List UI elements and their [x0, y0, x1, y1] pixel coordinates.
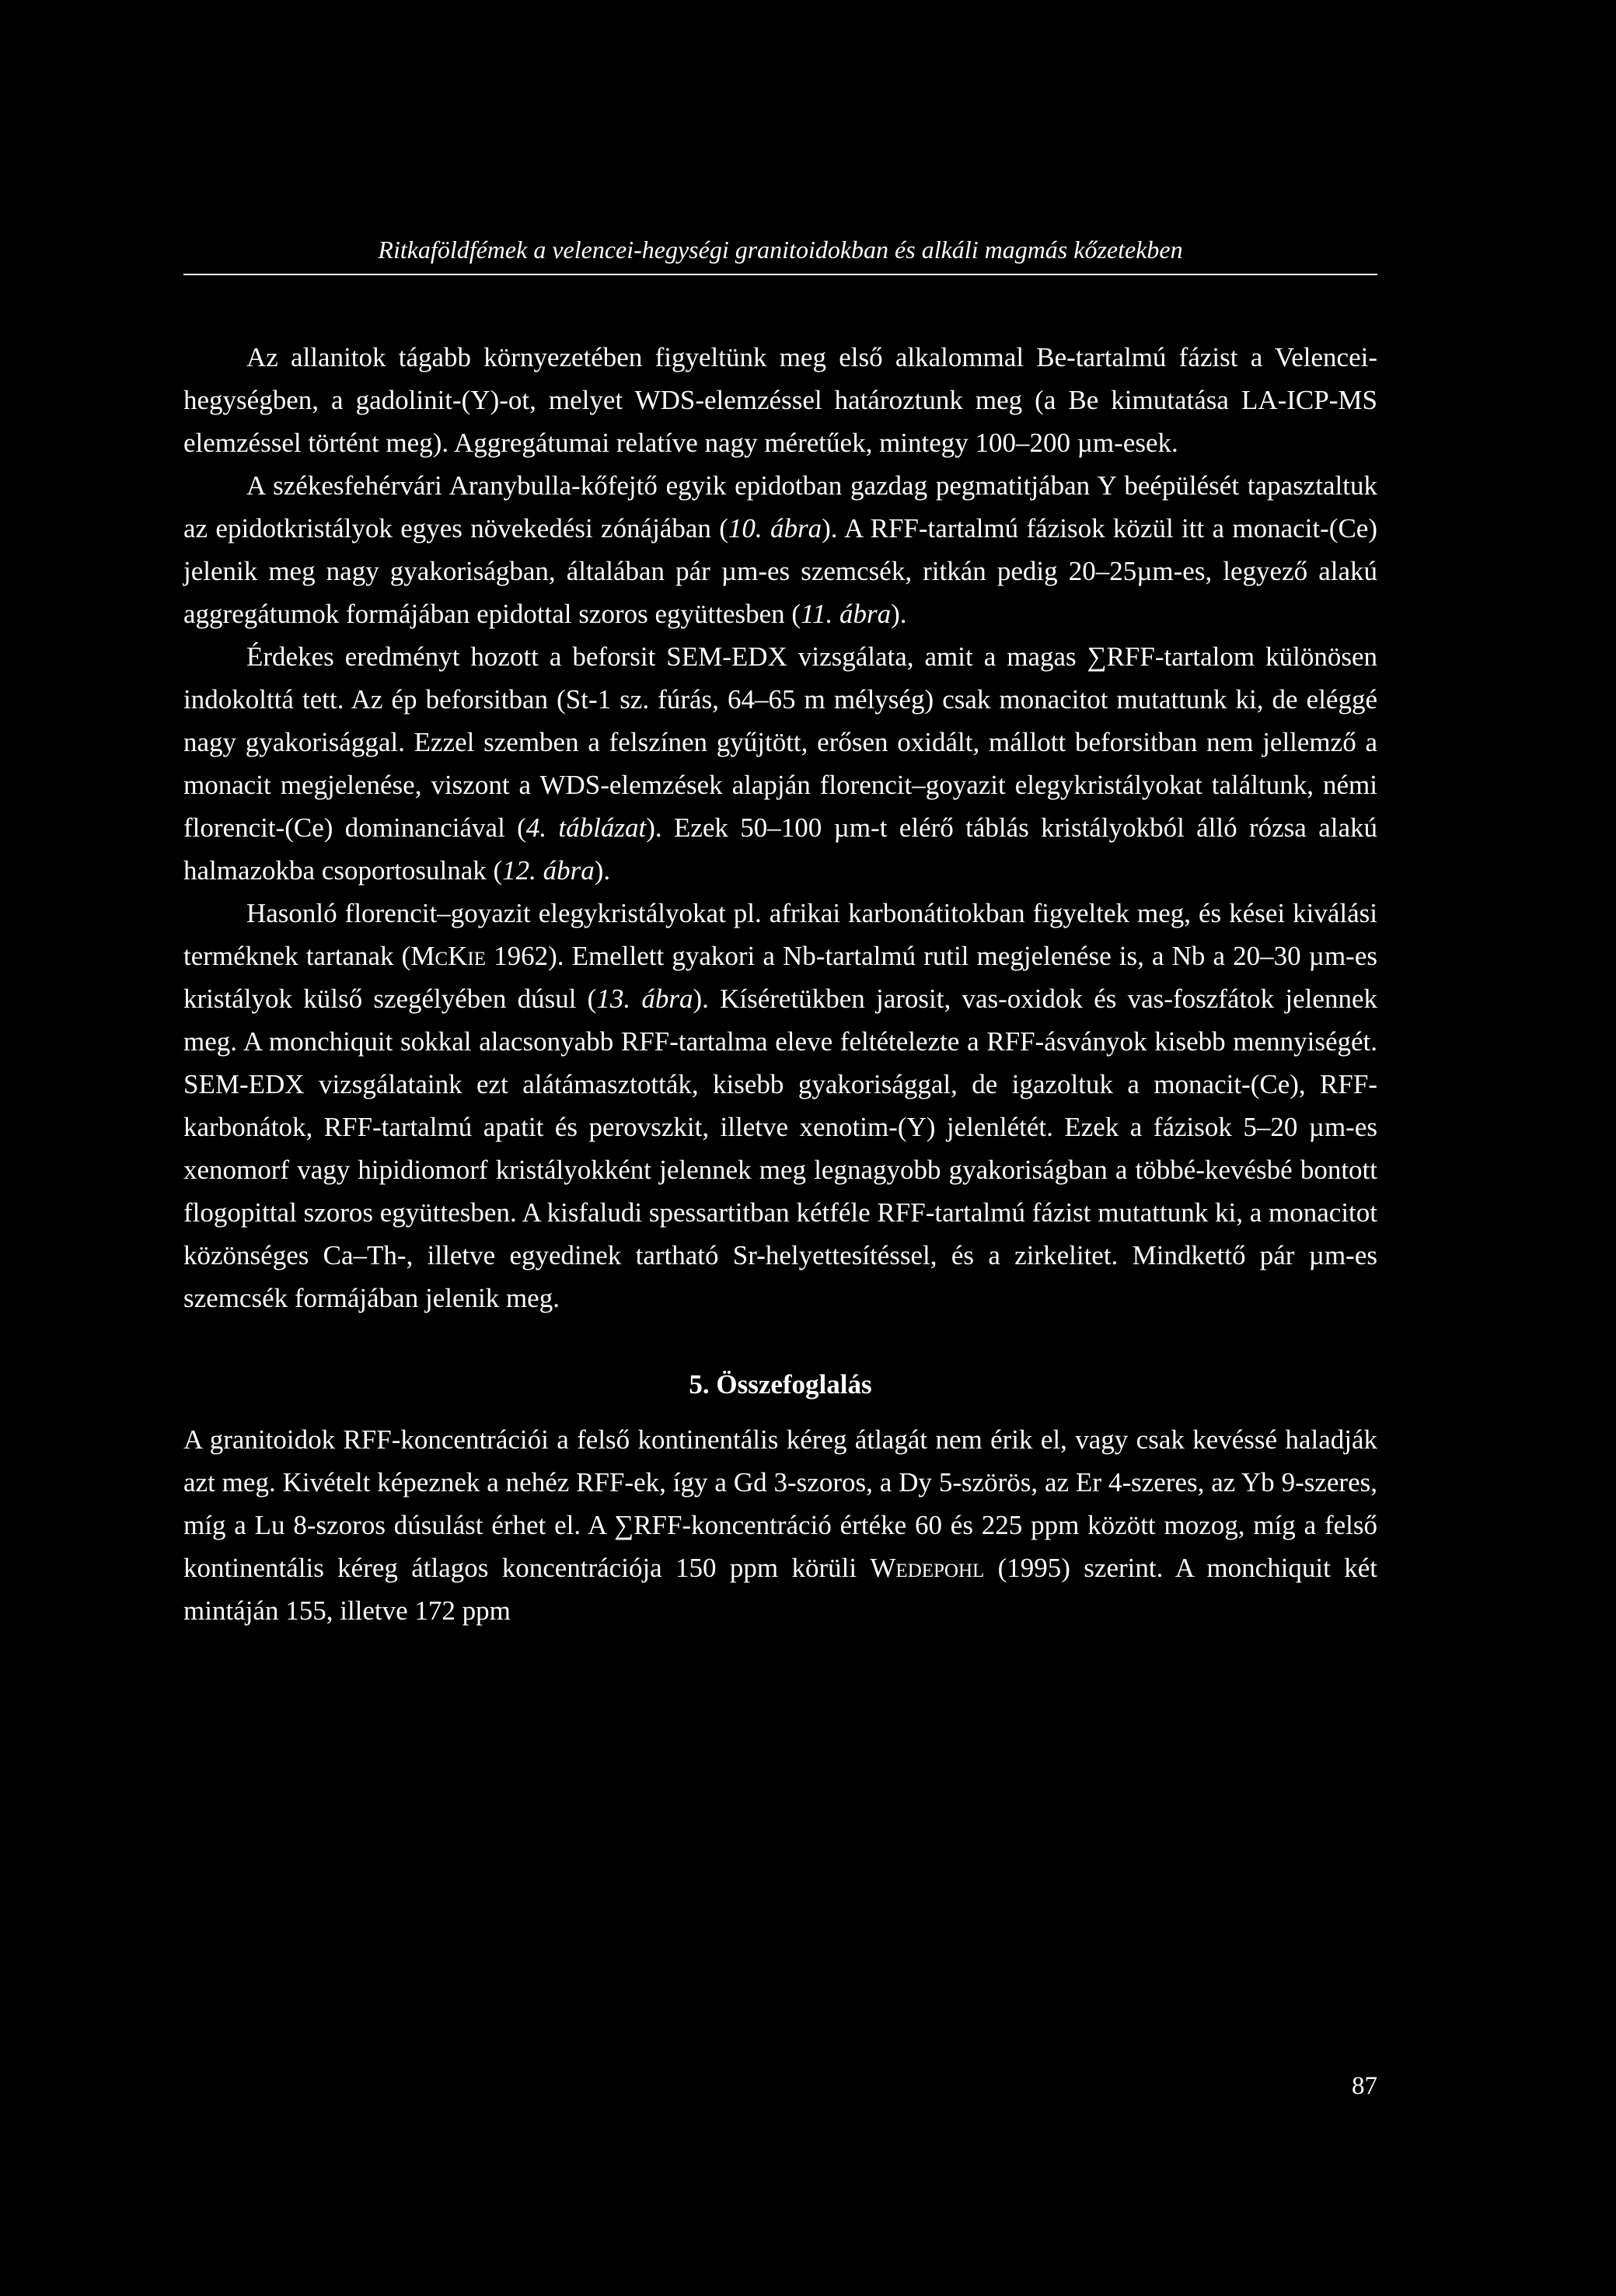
paragraph-aranybulla [183, 464, 1377, 635]
paragraph-florencit [183, 892, 1377, 1319]
paragraph-text: ). [891, 599, 907, 629]
paragraph-text: Az allanitok tágabb környezetében figyeltünk meg első alkalommal Be-tartalmú fázist a Velencei-hegységben, a gadolinit-(Y)-ot, melyet WDS-elemzéssel határoztunk meg (a Be kimutatása LA-ICP-MS elemzéssel történt meg). Aggregátumai relatíve nagy méretűek, mintegy 100–200 µm-esek. [183, 342, 1377, 458]
author-citation: Wedepohl [870, 1553, 985, 1583]
paragraph-text: ). [594, 855, 611, 886]
figure-reference: 11. ábra [801, 599, 892, 629]
running-header: Ritkaföldfémek a velencei-hegységi granitoidokban és alkáli magmás kőzetekben [378, 236, 1183, 264]
paragraph-text: A granitoidok RFF-koncentrációi a felső kontinentális kéreg átlagát nem érik el, vagy csak kevéssé haladják azt meg. Kivételt képeznek a nehéz RFF-ek, így a Gd 3-szoros, a Dy 5-szörös, az Er 4-szeres, az Yb 9-szeres, míg a Lu 8-szoros dúsulást érhet el. A ∑RFF-koncentráció értéke 60 és 225 ppm között mozog, míg a felső kontinentális kéreg átlagos koncentrációja 150 ppm körüli [183, 1424, 1377, 1583]
paragraph-text: (1995) szerint. A monchiquit két mintáján 155, illetve 172 ppm [183, 1553, 1377, 1626]
paragraph-text: ). Ezek 50–100 µm-t elérő táblás kristályokból álló rózsa alakú halmazokba csoportosulnak ( [183, 813, 1377, 886]
paragraph-summary [183, 1418, 1377, 1632]
paragraph-text: Érdekes eredményt hozott a beforsit SEM-EDX vizsgálata, amit a magas ∑RFF-tartalom különösen indokolttá tett. Az ép beforsitban (St-1 sz. fúrás, 64–65 m mélység) csak monacitot mutattunk ki, de eléggé nagy gyakorisággal. Ezzel szemben a felszínen gyűjtött, erősen oxidált, mállott beforsitban nem jellemző a monacit megjelenése, viszont a WDS-elemzések alapján florencit–goyazit elegykristályokat találtunk, némi florencit-(Ce) dominanciával ( [183, 641, 1377, 843]
author-citation: McKie [410, 941, 486, 971]
body-text [183, 336, 1377, 1632]
paragraph-text: 1962). Emellett gyakori a Nb-tartalmú rutil megjelenése is, a Nb a 20–30 µm-es kristályok külső szegélyében dúsul ( [183, 941, 1377, 1014]
page-number: 87 [1352, 2072, 1377, 2100]
header-rule [183, 274, 1377, 275]
paragraph-text: A székesfehérvári Aranybulla-kőfejtő egyik epidotban gazdag pegmatitjában Y beépülését tapasztaltuk az epidotkristályok egyes növekedési zónájában ( [183, 470, 1377, 543]
paragraph-gadolinit [183, 336, 1377, 464]
paragraph-text: ). Kíséretükben jarosit, vas-oxidok és vas-foszfátok jelennek meg. A monchiquit sokkal alacsonyabb RFF-tartalma eleve feltételezte a RFF-ásványok kisebb mennyiségét. SEM-EDX vizsgálataink ezt alátámasztották, kisebb gyakorisággal, de igazoltuk a monacit-(Ce), RFF-karbonátok, RFF-tartalmú apatit és perovszkit, illetve xenotim-(Y) jelenlétét. Ezek a fázisok 5–20 µm-es xenomorf vagy hipidiomorf kristályokként jelennek meg legnagyobb gyakoriságban a többé-kevésbé bontott flogopittal szoros együttesben. A kisfaludi spessartitban kétféle RFF-tartalmú fázist mutattunk ki, a monacitot közönséges Ca–Th-, illetve egyedinek tartható Sr-helyettesítéssel, és a zirkelitet. Mindkettő pár µm-es szemcsék formájában jelenik meg. [183, 984, 1377, 1313]
figure-reference: 13. ábra [596, 984, 693, 1014]
section-heading: 5. Összefoglalás [689, 1369, 872, 1400]
paragraph-text: Hasonló florencit–goyazit elegykristályokat pl. afrikai karbonátitokban figyeltek meg, és kései kiválási terméknek tartanak ( [183, 898, 1377, 971]
table-reference: 4. táblázat [525, 813, 647, 843]
figure-reference: 12. ábra [502, 855, 595, 886]
paragraph-beforsit [183, 635, 1377, 892]
figure-reference: 10. ábra [728, 513, 822, 543]
paragraph-text: ). A RFF-tartalmú fázisok közül itt a monacit-(Ce) jelenik meg nagy gyakoriságban, általában pár µm-es szemcsék, ritkán pedig 20–25µm-es, legyező alakú aggregátumok formájában epidottal szoros együttesben ( [183, 513, 1377, 629]
